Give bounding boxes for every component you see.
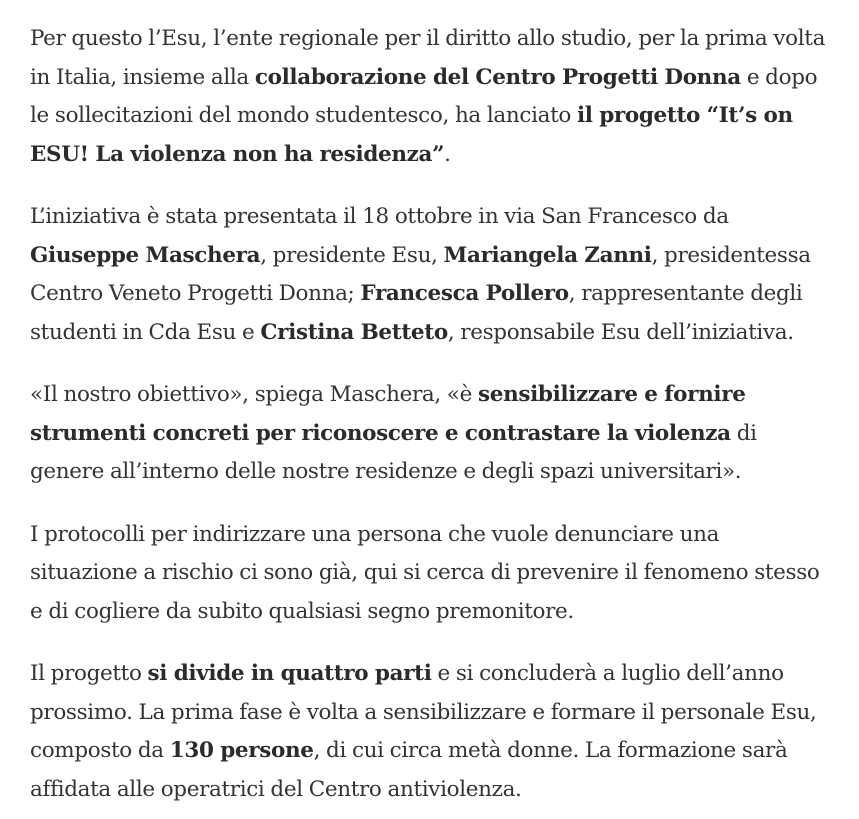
text-segment: , presidentessa Centro Veneto Progetti Donna; bbox=[30, 242, 811, 306]
text-segment: e si concluderà a luglio dell’anno prossimo. La prima fase è volta a sensibilizzare e formare il personale Esu, composto da bbox=[30, 661, 817, 763]
bold-segment: Mariangela Zanni bbox=[443, 242, 652, 268]
paragraph-protocols bbox=[30, 516, 829, 632]
text-segment: di genere all’interno delle nostre residenze e degli spazi universitari». bbox=[30, 420, 757, 484]
bold-segment: il progetto “It’s on ESU! La violenza non ha residenza” bbox=[30, 103, 793, 167]
text-segment: «Il nostro obiettivo», spiega Maschera, «è bbox=[30, 382, 478, 407]
paragraph-esu-project bbox=[30, 20, 829, 174]
bold-segment: 130 persone bbox=[169, 738, 314, 763]
bold-segment: collaborazione del Centro Progetti Donna bbox=[254, 64, 741, 90]
bold-segment: Francesca Pollero bbox=[360, 281, 569, 306]
paragraph-phases bbox=[30, 655, 829, 809]
text-segment: . bbox=[444, 141, 451, 167]
text-segment: , rappresentante degli studenti in Cda Esu e bbox=[30, 281, 803, 345]
text-segment: Per questo l’Esu, l’ente regionale per il diritto allo studio, per la prima volta in Italia, insieme alla bbox=[30, 26, 826, 90]
bold-segment: Giuseppe Maschera bbox=[30, 242, 261, 268]
text-segment: L’iniziativa è stata presentata il 18 ottobre in via San Francesco da bbox=[30, 204, 729, 229]
bold-segment: sensibilizzare e fornire strumenti concreti per riconoscere e contrastare la violenza bbox=[30, 382, 746, 446]
text-segment: , di cui circa metà donne. La formazione sarà affidata alle operatrici del Centro antiviolenza. bbox=[30, 738, 788, 802]
bold-segment: Cristina Betteto bbox=[260, 319, 448, 345]
text-segment: , responsabile Esu dell’iniziativa. bbox=[447, 319, 794, 345]
paragraph-presentation bbox=[30, 198, 829, 352]
bold-segment: si divide in quattro parti bbox=[147, 661, 432, 686]
text-segment: e dopo le sollecitazioni del mondo studentesco, ha lanciato bbox=[30, 64, 818, 128]
text-segment: Il progetto bbox=[30, 661, 148, 686]
paragraph-quote bbox=[30, 376, 829, 492]
text-segment: , presidente Esu, bbox=[260, 242, 444, 268]
text-segment: I protocolli per indirizzare una persona che vuole denunciare una situazione a rischio ci sono già, qui si cerca di prevenire il fenomeno stesso e di cogliere da subito qualsiasi segno premonitore. bbox=[30, 521, 820, 624]
